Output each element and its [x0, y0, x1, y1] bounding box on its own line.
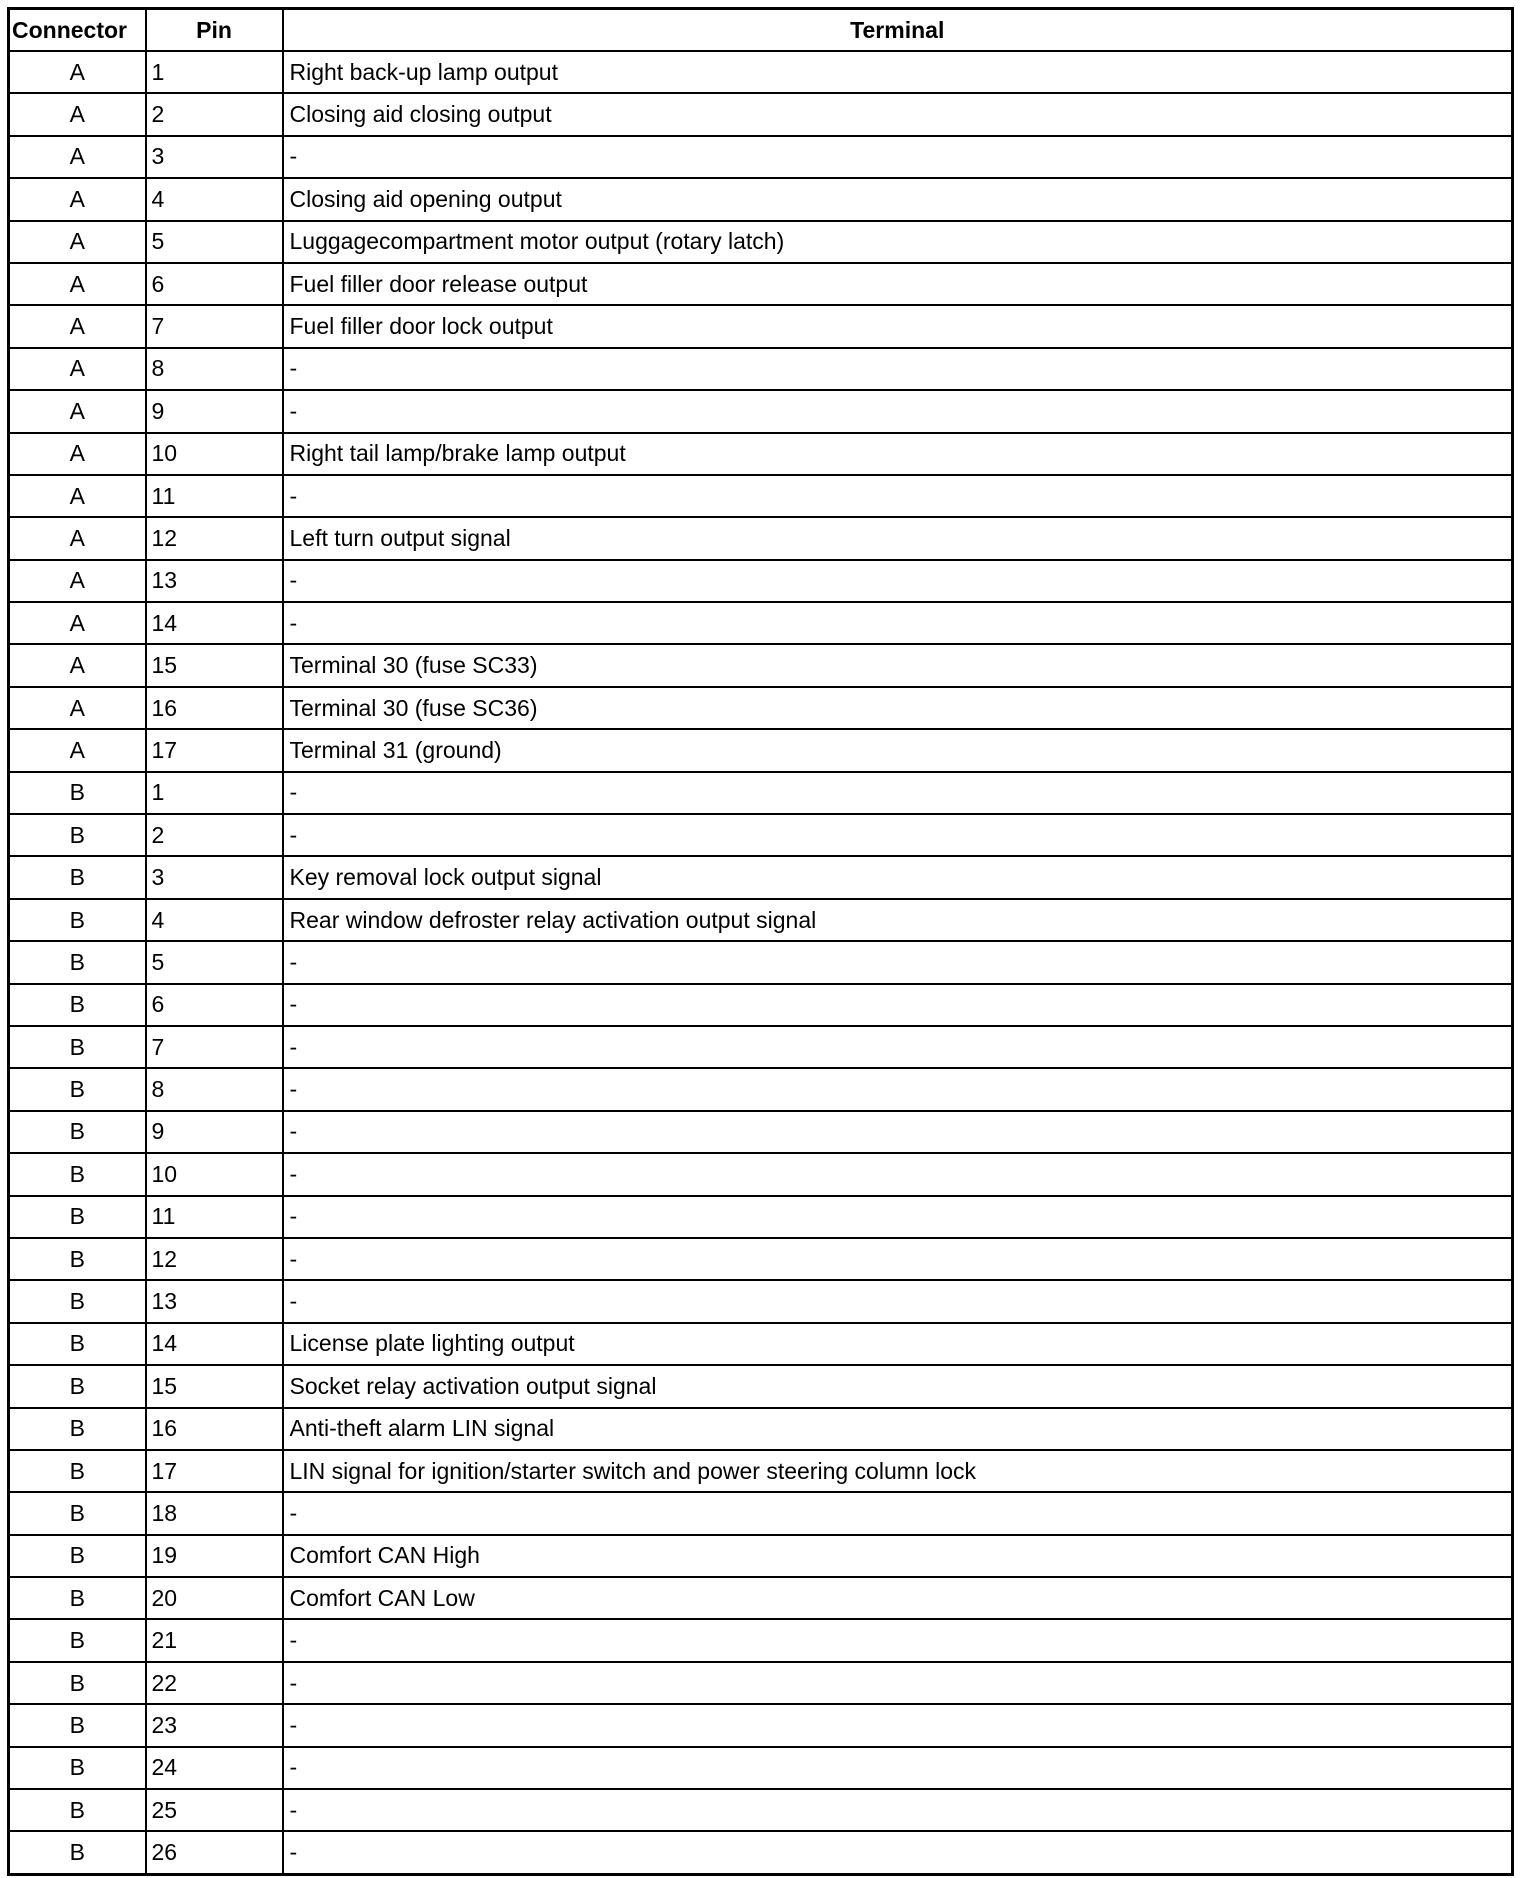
- connector-cell: A: [9, 560, 146, 602]
- table-row: [9, 1747, 1513, 1789]
- connector-cell: B: [9, 1577, 146, 1619]
- table-row: [9, 1280, 1513, 1322]
- terminal-cell: Terminal 31 (ground): [283, 729, 1513, 771]
- table-row: [9, 221, 1513, 263]
- pin-cell: 21: [146, 1619, 283, 1661]
- pin-cell: 2: [146, 93, 283, 135]
- pin-cell: 9: [146, 1111, 283, 1153]
- pin-cell: 22: [146, 1662, 283, 1704]
- connector-cell: B: [9, 1111, 146, 1153]
- pin-cell: 11: [146, 1196, 283, 1238]
- terminal-cell: -: [283, 1619, 1513, 1661]
- table-row: [9, 1153, 1513, 1195]
- pin-cell: 5: [146, 941, 283, 983]
- terminal-cell: Closing aid closing output: [283, 93, 1513, 135]
- pin-cell: 12: [146, 1238, 283, 1280]
- connector-cell: A: [9, 602, 146, 644]
- connector-cell: A: [9, 433, 146, 475]
- terminal-cell: -: [283, 1831, 1513, 1874]
- table-row: [9, 1068, 1513, 1110]
- table-row: [9, 1704, 1513, 1746]
- table-row: [9, 687, 1513, 729]
- pin-cell: 17: [146, 1450, 283, 1492]
- terminal-cell: Right tail lamp/brake lamp output: [283, 433, 1513, 475]
- connector-cell: B: [9, 1196, 146, 1238]
- terminal-cell: -: [283, 1747, 1513, 1789]
- table-row: [9, 941, 1513, 983]
- table-row: [9, 390, 1513, 432]
- terminal-cell: -: [283, 814, 1513, 856]
- connector-cell: B: [9, 1747, 146, 1789]
- table-row: [9, 93, 1513, 135]
- table-header: [9, 9, 1513, 52]
- table-row: [9, 305, 1513, 347]
- connector-cell: A: [9, 221, 146, 263]
- table-row: [9, 1111, 1513, 1153]
- table-row: [9, 433, 1513, 475]
- table-row: [9, 1026, 1513, 1068]
- terminal-cell: -: [283, 1789, 1513, 1831]
- pin-cell: 17: [146, 729, 283, 771]
- connector-cell: A: [9, 729, 146, 771]
- connector-cell: B: [9, 1365, 146, 1407]
- terminal-cell: LIN signal for ignition/starter switch and power steering column lock: [283, 1450, 1513, 1492]
- pin-cell: 7: [146, 1026, 283, 1068]
- connector-cell: B: [9, 1492, 146, 1534]
- pin-cell: 2: [146, 814, 283, 856]
- connector-cell: A: [9, 475, 146, 517]
- table-row: [9, 899, 1513, 941]
- connector-cell: B: [9, 941, 146, 983]
- connector-cell: A: [9, 687, 146, 729]
- table-row: [9, 348, 1513, 390]
- connector-cell: B: [9, 814, 146, 856]
- table-row: [9, 475, 1513, 517]
- table-row: [9, 602, 1513, 644]
- pin-cell: 15: [146, 644, 283, 686]
- connector-cell: A: [9, 305, 146, 347]
- table-row: [9, 178, 1513, 220]
- terminal-cell: Socket relay activation output signal: [283, 1365, 1513, 1407]
- pin-assignment-table: [7, 7, 1514, 1876]
- pin-cell: 10: [146, 433, 283, 475]
- terminal-cell: -: [283, 772, 1513, 814]
- connector-cell: B: [9, 1408, 146, 1450]
- connector-cell: B: [9, 1831, 146, 1874]
- terminal-cell: -: [283, 1280, 1513, 1322]
- pin-cell: 12: [146, 517, 283, 559]
- table-row: [9, 644, 1513, 686]
- terminal-cell: -: [283, 941, 1513, 983]
- connector-cell: B: [9, 1280, 146, 1322]
- pin-cell: 10: [146, 1153, 283, 1195]
- table-row: [9, 1408, 1513, 1450]
- pin-cell: 24: [146, 1747, 283, 1789]
- terminal-cell: -: [283, 560, 1513, 602]
- terminal-cell: Luggagecompartment motor output (rotary latch): [283, 221, 1513, 263]
- terminal-cell: License plate lighting output: [283, 1323, 1513, 1365]
- table-row: [9, 1662, 1513, 1704]
- terminal-cell: Terminal 30 (fuse SC33): [283, 644, 1513, 686]
- terminal-cell: Left turn output signal: [283, 517, 1513, 559]
- table-row: [9, 1238, 1513, 1280]
- terminal-cell: -: [283, 1704, 1513, 1746]
- pin-cell: 20: [146, 1577, 283, 1619]
- terminal-cell: -: [283, 475, 1513, 517]
- terminal-cell: Rear window defroster relay activation output signal: [283, 899, 1513, 941]
- terminal-cell: -: [283, 136, 1513, 178]
- connector-cell: A: [9, 644, 146, 686]
- connector-cell: B: [9, 1153, 146, 1195]
- terminal-cell: -: [283, 1026, 1513, 1068]
- pin-cell: 9: [146, 390, 283, 432]
- header-row: [9, 9, 1513, 52]
- table-row: [9, 1323, 1513, 1365]
- table-row: [9, 1619, 1513, 1661]
- pin-cell: 15: [146, 1365, 283, 1407]
- table-row: [9, 1365, 1513, 1407]
- table-row: [9, 1789, 1513, 1831]
- terminal-cell: -: [283, 1111, 1513, 1153]
- pin-cell: 4: [146, 178, 283, 220]
- pin-cell: 8: [146, 1068, 283, 1110]
- pin-cell: 1: [146, 51, 283, 93]
- table-row: [9, 263, 1513, 305]
- connector-header: Connector: [9, 9, 146, 52]
- table-row: [9, 560, 1513, 602]
- connector-cell: B: [9, 1068, 146, 1110]
- connector-cell: B: [9, 1026, 146, 1068]
- table-row: [9, 772, 1513, 814]
- connector-cell: B: [9, 1450, 146, 1492]
- connector-cell: B: [9, 1704, 146, 1746]
- connector-cell: B: [9, 1789, 146, 1831]
- pin-cell: 26: [146, 1831, 283, 1874]
- table-row: [9, 1577, 1513, 1619]
- terminal-cell: Key removal lock output signal: [283, 856, 1513, 898]
- table-row: [9, 136, 1513, 178]
- table-row: [9, 1196, 1513, 1238]
- terminal-cell: -: [283, 1068, 1513, 1110]
- pin-cell: 11: [146, 475, 283, 517]
- table-row: [9, 814, 1513, 856]
- pin-cell: 18: [146, 1492, 283, 1534]
- terminal-cell: -: [283, 1238, 1513, 1280]
- terminal-cell: Right back-up lamp output: [283, 51, 1513, 93]
- terminal-cell: -: [283, 1492, 1513, 1534]
- connector-cell: B: [9, 1662, 146, 1704]
- pin-header: Pin: [146, 9, 283, 52]
- connector-cell: B: [9, 1323, 146, 1365]
- connector-cell: A: [9, 390, 146, 432]
- table-body: [9, 51, 1513, 1874]
- terminal-cell: Fuel filler door release output: [283, 263, 1513, 305]
- pin-cell: 8: [146, 348, 283, 390]
- table-row: [9, 984, 1513, 1026]
- connector-cell: B: [9, 1238, 146, 1280]
- terminal-header: Terminal: [283, 9, 1513, 52]
- terminal-cell: -: [283, 390, 1513, 432]
- connector-cell: A: [9, 136, 146, 178]
- table-row: [9, 1831, 1513, 1874]
- terminal-cell: Fuel filler door lock output: [283, 305, 1513, 347]
- pin-cell: 3: [146, 136, 283, 178]
- pin-cell: 7: [146, 305, 283, 347]
- pin-cell: 14: [146, 1323, 283, 1365]
- terminal-cell: -: [283, 1153, 1513, 1195]
- pin-cell: 4: [146, 899, 283, 941]
- pin-cell: 16: [146, 1408, 283, 1450]
- pin-cell: 16: [146, 687, 283, 729]
- terminal-cell: Comfort CAN Low: [283, 1577, 1513, 1619]
- terminal-cell: -: [283, 1662, 1513, 1704]
- pin-cell: 6: [146, 263, 283, 305]
- table-row: [9, 51, 1513, 93]
- pin-cell: 6: [146, 984, 283, 1026]
- terminal-cell: -: [283, 348, 1513, 390]
- connector-cell: B: [9, 772, 146, 814]
- pin-cell: 3: [146, 856, 283, 898]
- pin-cell: 25: [146, 1789, 283, 1831]
- connector-cell: B: [9, 856, 146, 898]
- pin-cell: 13: [146, 560, 283, 602]
- connector-cell: B: [9, 899, 146, 941]
- table-row: [9, 729, 1513, 771]
- connector-cell: A: [9, 51, 146, 93]
- connector-cell: A: [9, 93, 146, 135]
- connector-cell: A: [9, 517, 146, 559]
- connector-cell: A: [9, 263, 146, 305]
- table-row: [9, 517, 1513, 559]
- terminal-cell: -: [283, 1196, 1513, 1238]
- connector-cell: B: [9, 1619, 146, 1661]
- table-row: [9, 1535, 1513, 1577]
- terminal-cell: -: [283, 984, 1513, 1026]
- table-row: [9, 856, 1513, 898]
- table-row: [9, 1450, 1513, 1492]
- connector-cell: A: [9, 348, 146, 390]
- pin-cell: 5: [146, 221, 283, 263]
- connector-cell: B: [9, 1535, 146, 1577]
- pin-cell: 13: [146, 1280, 283, 1322]
- terminal-cell: Terminal 30 (fuse SC36): [283, 687, 1513, 729]
- pin-cell: 14: [146, 602, 283, 644]
- terminal-cell: Closing aid opening output: [283, 178, 1513, 220]
- connector-cell: A: [9, 178, 146, 220]
- pin-cell: 1: [146, 772, 283, 814]
- table-row: [9, 1492, 1513, 1534]
- pin-cell: 19: [146, 1535, 283, 1577]
- pin-cell: 23: [146, 1704, 283, 1746]
- terminal-cell: Anti-theft alarm LIN signal: [283, 1408, 1513, 1450]
- terminal-cell: -: [283, 602, 1513, 644]
- connector-cell: B: [9, 984, 146, 1026]
- terminal-cell: Comfort CAN High: [283, 1535, 1513, 1577]
